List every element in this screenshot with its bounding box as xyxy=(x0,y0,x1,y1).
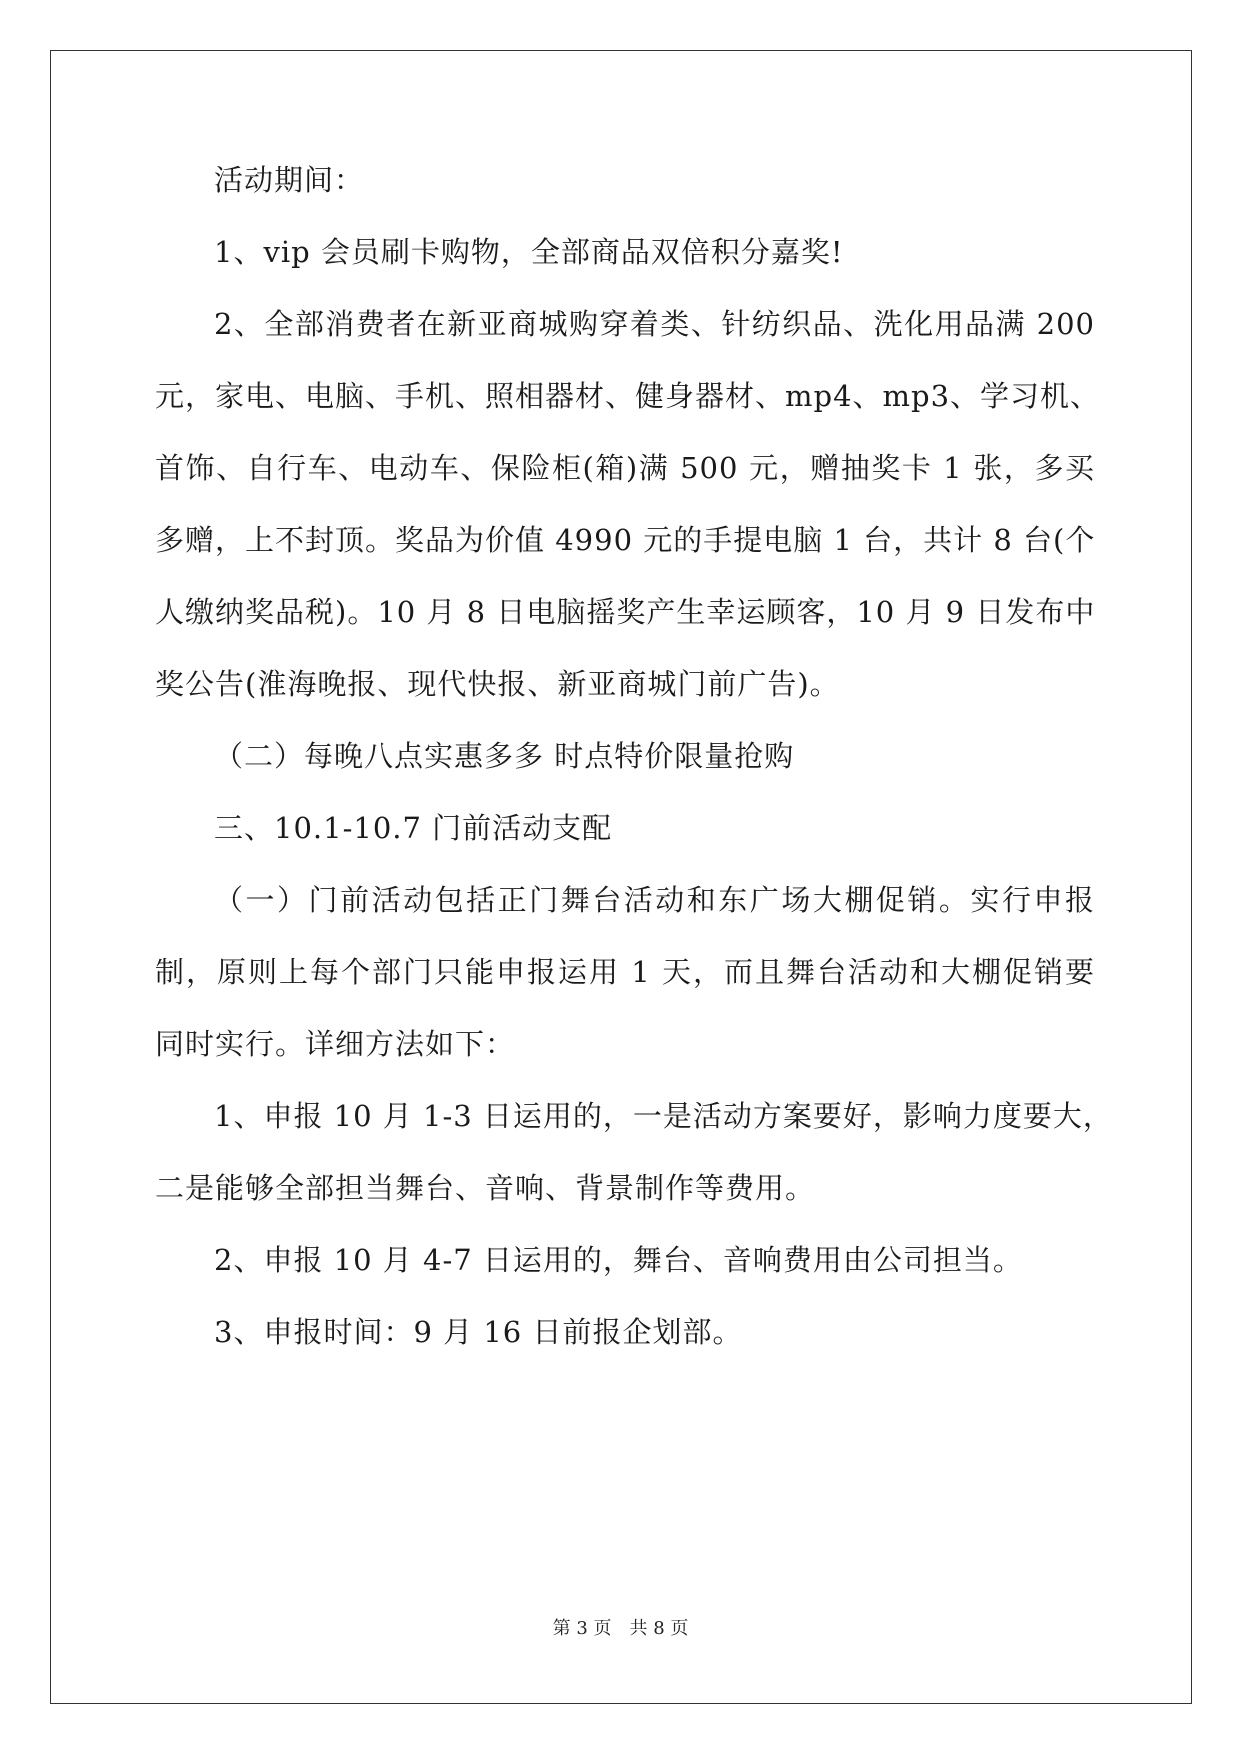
paragraph-line: 制，原则上每个部门只能申报运用 1 天，而且舞台活动和大棚促销要 xyxy=(155,955,1095,989)
paragraph-line: 人缴纳奖品税)。10 月 8 日电脑摇奖产生幸运顾客，10 月 9 日发布中 xyxy=(155,595,1096,629)
paragraph-line: 2、申报 10 月 4-7 日运用的，舞台、音响费用由公司担当。 xyxy=(214,1243,1023,1277)
paragraph-line: 1、vip 会员刷卡购物，全部商品双倍积分嘉奖! xyxy=(214,235,844,269)
paragraph-line: 多赠，上不封顶。奖品为价值 4990 元的手提电脑 1 台，共计 8 台(个 xyxy=(155,523,1096,557)
paragraph-line: （一）门前活动包括正门舞台活动和东广场大棚促销。实行申报 xyxy=(214,883,1095,917)
paragraph-line: 二是能够全部担当舞台、音响、背景制作等费用。 xyxy=(155,1171,816,1205)
page-border xyxy=(50,50,1192,1704)
page-number-footer: 第 3 页 共 8 页 xyxy=(552,1618,689,1639)
paragraph-line: 2、全部消费者在新亚商城购穿着类、针纺织品、洗化用品满 200 xyxy=(214,307,1095,341)
section-heading: 三、10.1-10.7 门前活动支配 xyxy=(214,811,613,845)
paragraph-line: 奖公告(淮海晚报、现代快报、新亚商城门前广告)。 xyxy=(155,667,840,701)
paragraph-line: 1、申报 10 月 1-3 日运用的，一是活动方案要好，影响力度要大， xyxy=(214,1099,1113,1133)
subsection-heading: （二）每晚八点实惠多多 时点特价限量抢购 xyxy=(214,739,795,773)
paragraph-line: 首饰、自行车、电动车、保险柜(箱)满 500 元，赠抽奖卡 1 张，多买 xyxy=(155,451,1095,485)
paragraph-line: 3、申报时间：9 月 16 日前报企划部。 xyxy=(214,1315,743,1349)
paragraph-line: 同时实行。详细方法如下： xyxy=(155,1027,516,1061)
section-heading: 活动期间： xyxy=(214,163,365,197)
paragraph-line: 元，家电、电脑、手机、照相器材、健身器材、mp4、mp3、学习机、 xyxy=(155,379,1101,413)
